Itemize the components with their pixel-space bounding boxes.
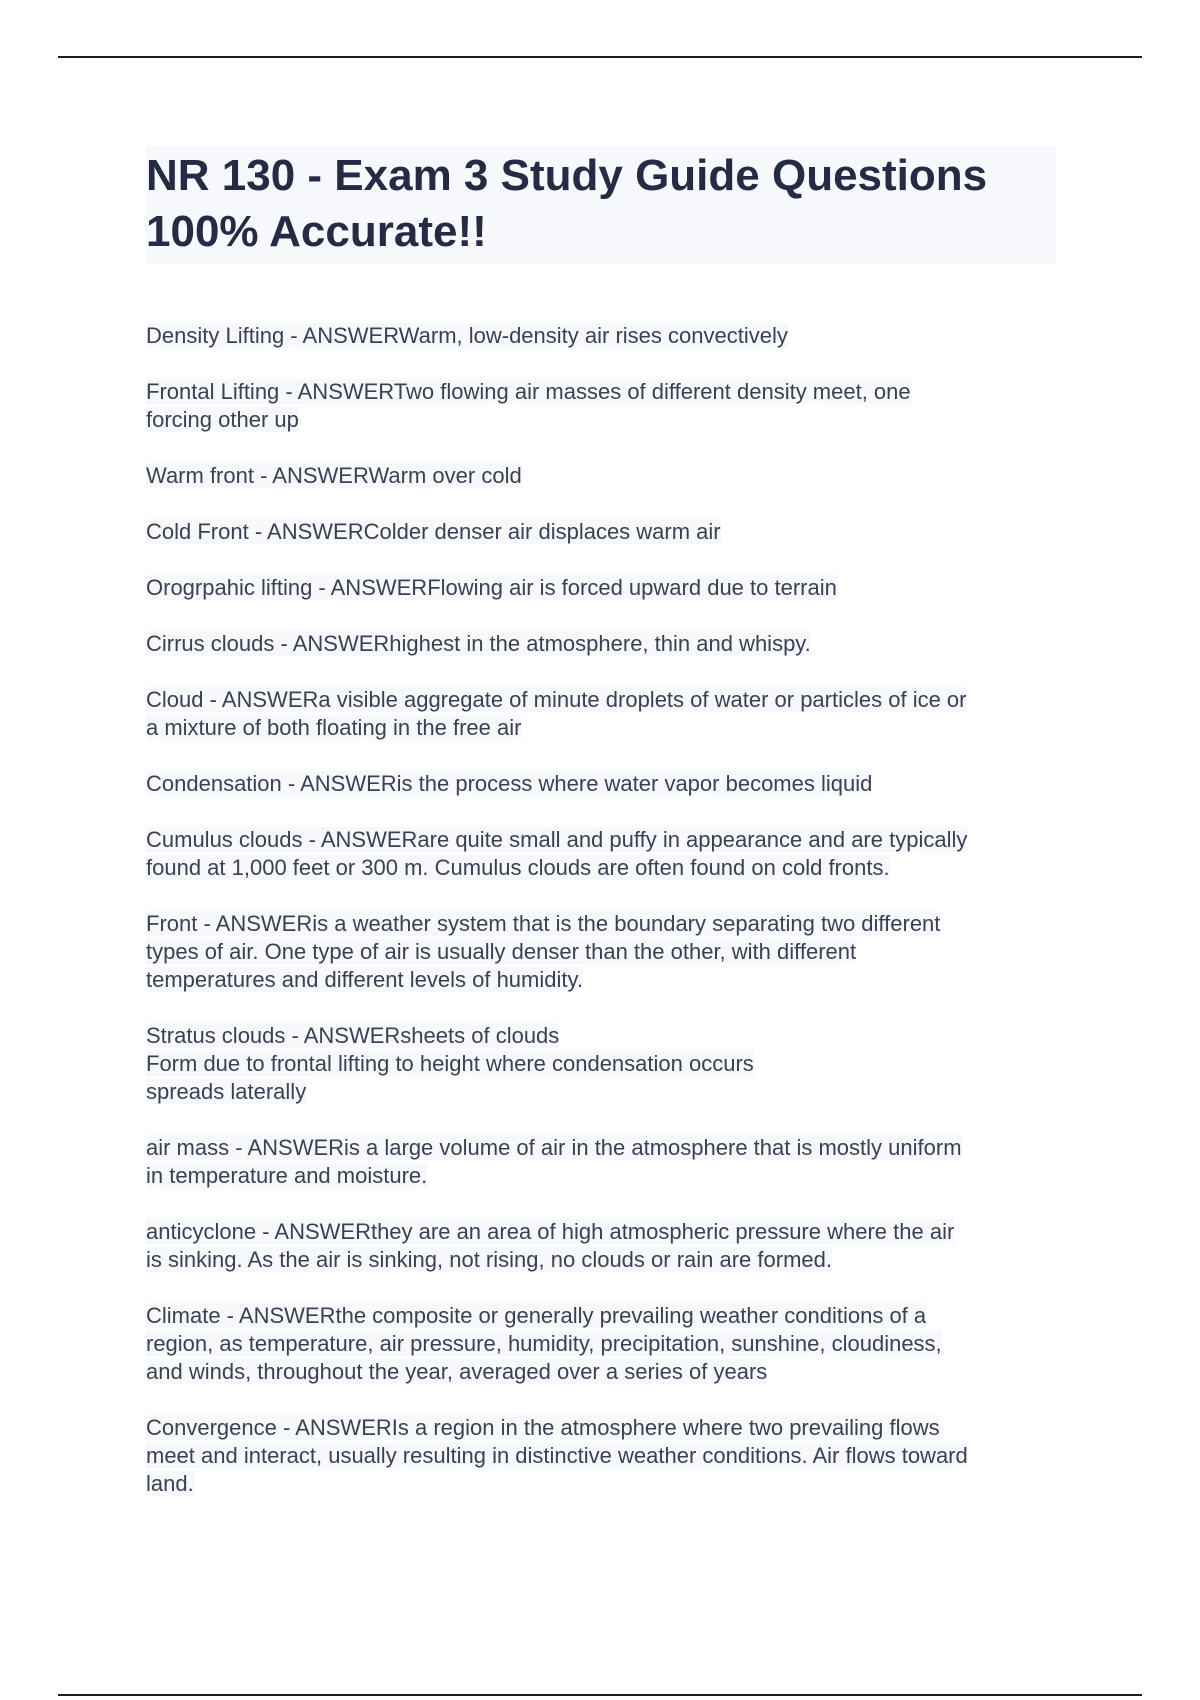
entry-line xyxy=(146,1330,1056,1358)
entry-line xyxy=(146,686,1056,714)
entry-line xyxy=(146,1050,1056,1078)
entry-line xyxy=(146,770,1056,798)
entry-line-text: found at 1,000 feet or 300 m. Cumulus clouds are often found on cold fronts. xyxy=(146,855,890,880)
entry-line-text: meet and interact, usually resulting in distinctive weather conditions. Air flows toward xyxy=(146,1443,968,1468)
entry-line-text: Orogrpahic lifting - ANSWERFlowing air is forced upward due to terrain xyxy=(146,575,837,600)
entry-line-text: in temperature and moisture. xyxy=(146,1163,428,1188)
bottom-rule xyxy=(58,1694,1142,1696)
entry-line xyxy=(146,462,1056,490)
entries-list xyxy=(146,322,1056,1498)
study-entry xyxy=(146,378,1056,434)
entry-line-text: a mixture of both floating in the free air xyxy=(146,715,522,740)
entry-line xyxy=(146,1414,1056,1442)
entry-line-text: anticyclone - ANSWERthey are an area of high atmospheric pressure where the air xyxy=(146,1219,955,1244)
entry-line-text: Cumulus clouds - ANSWERare quite small and puffy in appearance and are typically xyxy=(146,827,968,852)
entry-line xyxy=(146,1442,1056,1470)
study-entry xyxy=(146,686,1056,742)
entry-line xyxy=(146,854,1056,882)
document-body xyxy=(146,146,1056,1526)
entry-line xyxy=(146,1078,1056,1106)
entry-line-text: Front - ANSWERis a weather system that is the boundary separating two different xyxy=(146,911,941,936)
study-entry xyxy=(146,910,1056,994)
entry-line-text: Warm front - ANSWERWarm over cold xyxy=(146,463,522,488)
entry-line xyxy=(146,518,1056,546)
entry-line xyxy=(146,910,1056,938)
entry-line xyxy=(146,714,1056,742)
study-entry xyxy=(146,574,1056,602)
study-entry xyxy=(146,1134,1056,1190)
entry-line-text: spreads laterally xyxy=(146,1079,307,1104)
entry-line-text: forcing other up xyxy=(146,407,299,432)
study-entry xyxy=(146,518,1056,546)
entry-line xyxy=(146,1358,1056,1386)
entry-line-text: Stratus clouds - ANSWERsheets of clouds xyxy=(146,1023,560,1048)
entry-line-text: and winds, throughout the year, averaged over a series of years xyxy=(146,1359,768,1384)
top-rule xyxy=(58,56,1142,58)
entry-line-text: air mass - ANSWERis a large volume of air in the atmosphere that is mostly uniform xyxy=(146,1135,962,1160)
entry-line xyxy=(146,1162,1056,1190)
entry-line xyxy=(146,574,1056,602)
study-entry xyxy=(146,630,1056,658)
entry-line-text: Cold Front - ANSWERColder denser air displaces warm air xyxy=(146,519,721,544)
entry-line xyxy=(146,322,1056,350)
entry-line xyxy=(146,826,1056,854)
entry-line-text: Condensation - ANSWERis the process where water vapor becomes liquid xyxy=(146,771,873,796)
entry-line xyxy=(146,1470,1056,1498)
entry-line xyxy=(146,378,1056,406)
entry-line-text: Cloud - ANSWERa visible aggregate of minute droplets of water or particles of ice or xyxy=(146,687,967,712)
study-entry xyxy=(146,1414,1056,1498)
entry-line-text: types of air. One type of air is usually denser than the other, with different xyxy=(146,939,857,964)
entry-line-text: temperatures and different levels of humidity. xyxy=(146,967,583,992)
study-entry xyxy=(146,770,1056,798)
entry-line xyxy=(146,406,1056,434)
study-entry xyxy=(146,1218,1056,1274)
study-entry xyxy=(146,1302,1056,1386)
entry-line xyxy=(146,1022,1056,1050)
entry-line-text: region, as temperature, air pressure, humidity, precipitation, sunshine, cloudiness, xyxy=(146,1331,942,1356)
entry-line-text: Climate - ANSWERthe composite or generally prevailing weather conditions of a xyxy=(146,1303,927,1328)
study-entry xyxy=(146,462,1056,490)
entry-line xyxy=(146,1218,1056,1246)
entry-line-text: Form due to frontal lifting to height where condensation occurs xyxy=(146,1051,754,1076)
study-entry xyxy=(146,826,1056,882)
entry-line xyxy=(146,966,1056,994)
entry-line xyxy=(146,1134,1056,1162)
document-title: NR 130 - Exam 3 Study Guide Questions 100% Accurate!! xyxy=(146,146,1056,264)
entry-line-text: Convergence - ANSWERIs a region in the atmosphere where two prevailing flows xyxy=(146,1415,940,1440)
entry-line-text: land. xyxy=(146,1471,194,1496)
entry-line-text: Density Lifting - ANSWERWarm, low-density air rises convectively xyxy=(146,323,788,348)
entry-line xyxy=(146,1246,1056,1274)
entry-line-text: Frontal Lifting - ANSWERTwo flowing air masses of different density meet, one xyxy=(146,379,911,404)
entry-line xyxy=(146,938,1056,966)
entry-line xyxy=(146,1302,1056,1330)
entry-line-text: Cirrus clouds - ANSWERhighest in the atmosphere, thin and whispy. xyxy=(146,631,811,656)
entry-line xyxy=(146,630,1056,658)
entry-line-text: is sinking. As the air is sinking, not rising, no clouds or rain are formed. xyxy=(146,1247,832,1272)
study-entry xyxy=(146,322,1056,350)
study-entry xyxy=(146,1022,1056,1106)
